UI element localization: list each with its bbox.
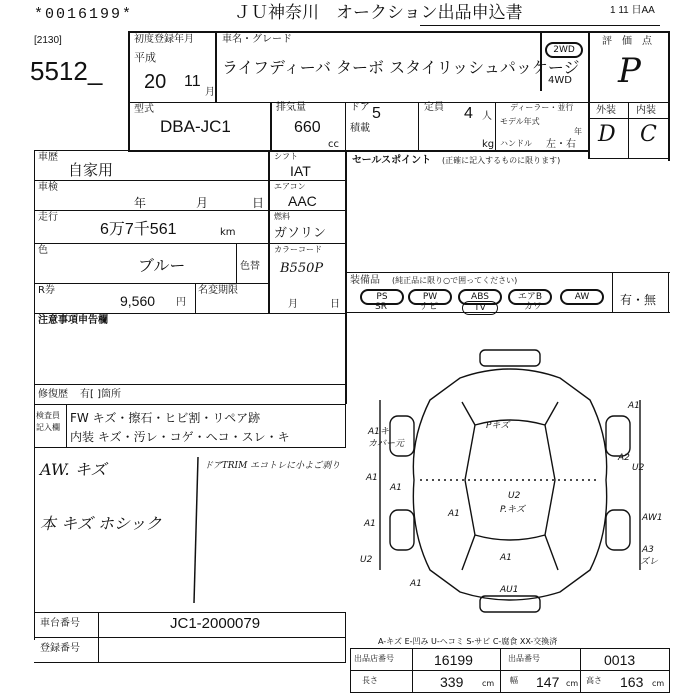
dealer-label: ディーラー・並行	[510, 103, 574, 112]
doors-value: 5	[372, 105, 381, 122]
equipment-tail: 有・無	[620, 293, 657, 307]
diagram-mark: U2	[360, 555, 373, 565]
width-label: 幅	[510, 676, 518, 685]
interior-value: C	[640, 122, 657, 147]
equipment-item2-4: カワ	[523, 302, 542, 312]
equipment-item-5: AW	[560, 289, 604, 305]
tax-unit: 円	[176, 297, 186, 308]
equipment-item2-3: TV	[462, 301, 498, 315]
diagram-mark: AU1	[500, 585, 519, 595]
exh-no-value: 0013	[604, 652, 636, 668]
model-grade: ライフディーバ ターボ スタイリッシュパッケージ	[222, 58, 580, 77]
equipment-item2-1: SR	[375, 302, 387, 312]
equipment-item-2: PW	[408, 289, 452, 305]
capacity-unit: 人	[482, 111, 492, 122]
diagram-mark: ズレ	[640, 557, 659, 567]
equipment-item2-2: ナビ	[419, 302, 438, 312]
diagram-mark: U2	[508, 491, 521, 501]
registration-era: 平成	[134, 51, 156, 64]
interior-label: 内装	[636, 105, 656, 116]
serial-barcode-text: *0016199*	[34, 6, 134, 23]
ac-value: AAC	[288, 193, 317, 209]
displacement-unit: cc	[328, 139, 339, 150]
model-year-label: モデル年式	[500, 117, 540, 126]
capacity-value: 4	[464, 105, 473, 122]
equipment-label: 装備品	[350, 275, 380, 286]
note-hood-scratch: 本 キズ ホシック	[40, 514, 162, 533]
shift-label: シフト	[274, 152, 298, 161]
damage-legend: A-キズ E-凹み U-ヘコミ S-サビ C-腐食 XX-交換済	[378, 637, 558, 646]
color-label: 色	[38, 245, 48, 256]
load-unit: kg	[482, 139, 495, 150]
load-label: 積載	[350, 123, 370, 134]
diagram-mark: A1	[366, 473, 378, 483]
diagram-mark: A1	[390, 483, 402, 493]
mileage-unit: km	[220, 227, 236, 238]
displacement-label: 排気量	[276, 102, 306, 113]
color-code-value: B550P	[280, 261, 324, 276]
model-label: 車名・グレード	[222, 34, 292, 45]
rating-label: 評 価 点	[602, 36, 652, 47]
diagram-mark: A1	[448, 509, 460, 519]
color-code-header: カラーコード	[274, 245, 322, 254]
mileage-label: 走行	[38, 212, 58, 223]
type-label: 型式	[134, 104, 154, 115]
drive-4wd: 4WD	[548, 75, 572, 86]
mileage-value: 6万7千561	[100, 221, 177, 238]
length-value: 339	[440, 674, 464, 690]
diagram-mark: U2	[632, 463, 645, 473]
repair-label: 修復歴	[38, 389, 68, 400]
height-unit: cm	[652, 679, 665, 688]
diagram-mark: A1	[628, 401, 640, 411]
condition-box-label: 検査員記入欄	[36, 411, 60, 432]
sales-point-label: セールスポイント	[352, 155, 432, 166]
inspection-day: 日	[252, 196, 265, 210]
length-label: 長さ	[362, 676, 378, 685]
lot-code: [2130]	[34, 35, 62, 46]
dealer-no-label: 出品店番号	[354, 654, 394, 663]
length-unit: cm	[482, 679, 495, 688]
width-value: 147	[536, 674, 560, 690]
registration-label: 初度登録年月	[134, 34, 194, 45]
registration-expiry-day: 日	[330, 299, 340, 310]
handle-value: 左・右	[546, 139, 576, 150]
registration-year: 20	[144, 71, 167, 93]
diagram-mark: A1	[364, 519, 376, 529]
note-aw-scratch: AW. キズ	[40, 460, 107, 479]
dealer-no-value: 16199	[434, 652, 473, 668]
height-value: 163	[620, 674, 644, 690]
diagram-mark: P.キズ	[500, 505, 525, 515]
inspection-year: 年	[134, 196, 147, 210]
rating-value: P	[618, 51, 641, 91]
doors-label: ドア	[350, 102, 370, 113]
capacity-label: 定員	[424, 102, 444, 113]
equipment-item-4: エアB	[508, 289, 552, 305]
shift-value: IAT	[290, 163, 311, 179]
diagram-mark: A2	[618, 453, 630, 463]
reg-number-label: 登録番号	[40, 643, 80, 654]
color-value: ブルー	[138, 256, 186, 275]
exterior-label: 外装	[596, 105, 616, 116]
note-divider-stroke	[180, 455, 210, 605]
diagram-mark: Pキズ	[486, 421, 510, 431]
registration-expiry-month: 月	[288, 299, 298, 310]
diagram-mark: カバー元	[368, 439, 405, 449]
model-year-unit: 年	[574, 127, 582, 136]
repair-value: 有[ ]箇所	[80, 389, 121, 400]
condition-row-2: 内装 キズ・汚レ・コゲ・ヘコ・スレ・キ	[70, 430, 290, 444]
color-change-label: 色替	[240, 261, 260, 272]
width-unit: cm	[566, 679, 579, 688]
fuel-value: ガソリン	[274, 225, 327, 240]
tax-value: 9,560	[120, 293, 156, 309]
inspection-month: 月	[196, 196, 209, 210]
usage-value: 自家用	[68, 162, 114, 179]
equipment-note: (純正品に限り○で囲ってください)	[392, 276, 518, 285]
registration-expiry-label: 名変期限	[198, 285, 238, 296]
sales-point-note: (正確に記入するものに限ります)	[442, 156, 561, 165]
displacement-value: 660	[294, 119, 321, 136]
diagram-mark: A1キ	[368, 427, 389, 437]
exh-no-label: 出品番号	[508, 654, 540, 663]
chassis-value: JC1-2000079	[170, 615, 261, 632]
diagram-mark: A1	[410, 579, 422, 589]
diagram-mark: A1	[500, 553, 512, 563]
note-door-trim: ドアTRIM エコトレに小よご剥り	[204, 461, 341, 471]
inspection-label: 車検	[38, 182, 58, 193]
car-damage-diagram	[350, 330, 670, 630]
height-label: 高さ	[586, 676, 602, 685]
tax-label: R券	[38, 285, 55, 296]
equipment-item-3: ABS	[458, 289, 502, 305]
fuel-label: 燃料	[274, 212, 290, 221]
form-title: ＪＵ神奈川 オークション出品申込書	[234, 3, 523, 22]
lot-number: 5512_	[30, 56, 103, 86]
diagram-mark: A3	[642, 545, 654, 555]
type-value: DBA-JC1	[160, 117, 231, 136]
usage-label: 車歴	[38, 152, 58, 163]
notes-label: 注意事項申告欄	[38, 315, 108, 326]
registration-month: 11	[184, 73, 201, 90]
condition-row-1: FW キズ・擦石・ヒビ割・リペア跡	[70, 411, 261, 425]
registration-month-unit: 月	[205, 87, 215, 98]
date-fragment: 1 11 日AA	[610, 5, 655, 16]
handle-label: ハンドル	[500, 139, 532, 148]
drive-2wd: 2WD	[545, 42, 583, 58]
exterior-value: D	[598, 122, 616, 147]
chassis-label: 車台番号	[40, 618, 80, 629]
ac-label: エアコン	[274, 182, 306, 191]
equipment-item-1: PS	[360, 289, 404, 305]
diagram-mark: AW1	[642, 513, 663, 523]
